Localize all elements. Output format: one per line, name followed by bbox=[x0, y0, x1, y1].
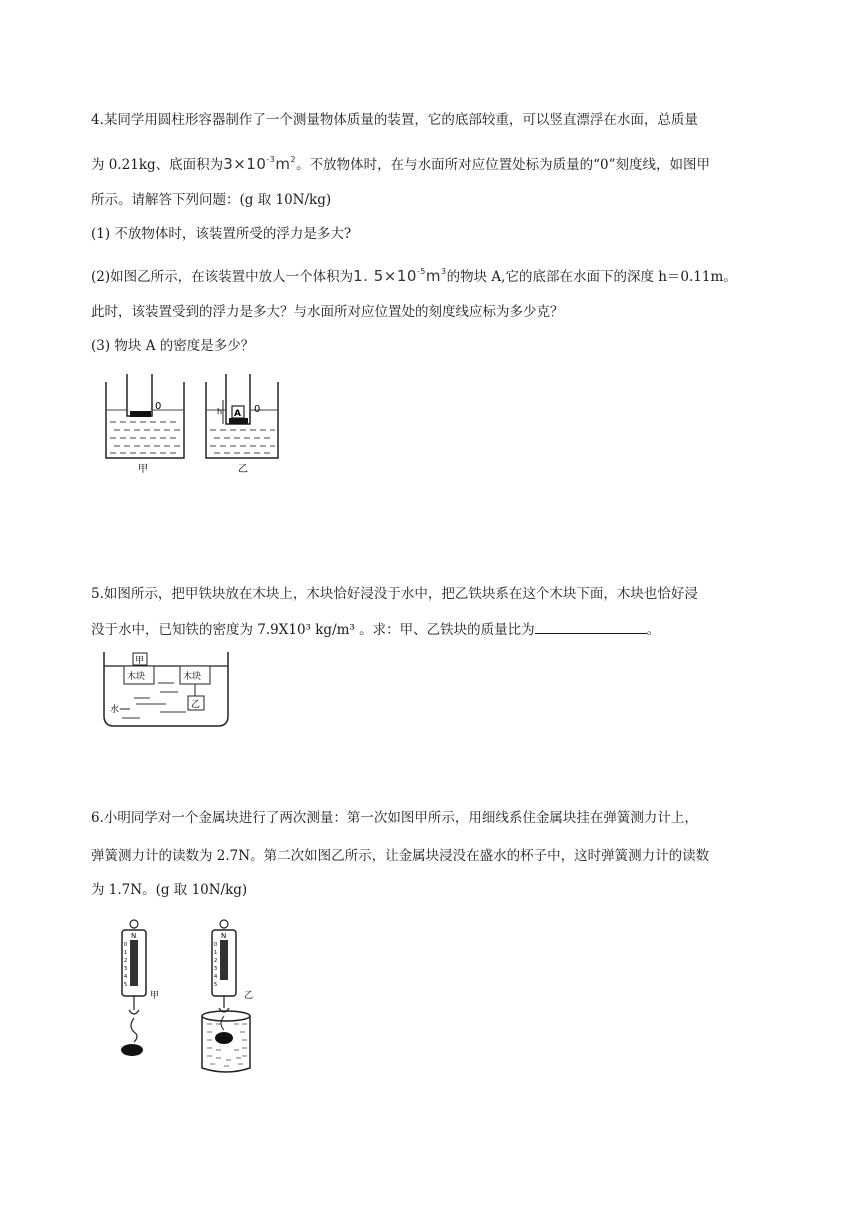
q4-sub-1: (1) 不放物体时，该装置所受的浮力是多大? bbox=[91, 226, 352, 242]
label-water: 水 bbox=[110, 705, 120, 715]
metal-block-jia bbox=[121, 1044, 143, 1056]
formula-base: 3×10 bbox=[223, 155, 267, 173]
block-a-label: A bbox=[234, 409, 241, 419]
q4-sub-2-line-2: 此时，该装置受到的浮力是多大？与水面所对应位置处的刻度线应标为多少克？ bbox=[91, 304, 564, 320]
label-jia: 甲 bbox=[135, 656, 145, 666]
label-wood-left: 木块 bbox=[127, 672, 146, 682]
weight-jia bbox=[130, 411, 151, 417]
n-label-yi: N bbox=[221, 932, 227, 940]
q4-line-2-suffix: 。不放物体时，在与水面所对应位置处标为质量的“0”刻度线，如图甲 bbox=[296, 157, 710, 173]
q4-line-1: 4.某同学用圆柱形容器制作了一个测量物体质量的装置，它的底部较重，可以竖直漂浮在水面，总质量 bbox=[91, 112, 698, 128]
q6-line-3: 为 1.7N。(g 取 10N/kg) bbox=[91, 882, 248, 898]
formula-unit: m bbox=[425, 267, 442, 285]
formula-unit: m bbox=[275, 155, 291, 173]
scale-mark: 3 bbox=[124, 966, 128, 972]
n-label-jia: N bbox=[131, 932, 137, 940]
q4-volume-formula bbox=[353, 267, 446, 285]
q5-line-2-suffix: 。 bbox=[646, 622, 661, 638]
formula-base: 1. 5×10 bbox=[353, 267, 417, 285]
scale-mark: 0 bbox=[214, 942, 218, 948]
scale-mark: 1 bbox=[214, 950, 218, 956]
label-wood-right: 木块 bbox=[183, 672, 202, 682]
scale-mark: 3 bbox=[214, 966, 218, 972]
scale-mark: 5 bbox=[214, 982, 218, 988]
scale-mark: 1 bbox=[124, 950, 128, 956]
scale-mark: 2 bbox=[214, 958, 218, 964]
depth-label: h bbox=[217, 407, 223, 416]
zero-label-yi: 0 bbox=[254, 404, 261, 415]
tank bbox=[104, 652, 228, 726]
q5-line-2-prefix: 没于水中，已知铁的密度为 7.9X10³ kg/m³ 。求：甲、乙铁块的质量比为 bbox=[91, 622, 535, 638]
q4-line-3: 所示。请解答下列问题：(g 取 10N/kg) bbox=[91, 192, 332, 208]
formula-unit-exp: 3 bbox=[441, 267, 447, 276]
q4-area-formula bbox=[223, 155, 296, 173]
formula-unit-exp: 2 bbox=[290, 155, 297, 164]
q4-sub-2-suffix: 的物块 A,它的底部在水面下的深度 h＝0.11m。 bbox=[446, 269, 737, 285]
q4-sub-2-prefix: (2)如图乙所示，在该装置中放人一个体积为 bbox=[91, 269, 354, 285]
metal-block-yi bbox=[215, 1032, 233, 1044]
label-yi: 乙 bbox=[244, 991, 254, 1001]
q5-line-1: 5.如图所示，把甲铁块放在木块上，木块恰好浸没于水中，把乙铁块系在这个木块下面，木块也恰好浸 bbox=[91, 586, 698, 602]
scale-mark: 4 bbox=[214, 974, 218, 980]
label-yi: 乙 bbox=[191, 700, 201, 710]
q4-sub-3: (3) 物块 A 的密度是多少？ bbox=[91, 338, 255, 354]
scale-mark: 2 bbox=[124, 958, 128, 964]
answer-blank[interactable] bbox=[535, 621, 647, 634]
q6-line-1: 6.小明同学对一个金属块进行了两次测量：第一次如图甲所示，用细线系住金属块挂在弹簧测力计上， bbox=[91, 810, 698, 826]
q4-line-2-prefix: 为 0.21kg、底面积为 bbox=[91, 157, 224, 173]
zero-label-jia: 0 bbox=[155, 401, 162, 412]
scale-mark: 0 bbox=[124, 942, 128, 948]
q6-figure bbox=[112, 918, 272, 1080]
label-jia: 甲 bbox=[150, 991, 160, 1001]
q4-figure bbox=[100, 372, 300, 477]
scale-mark: 5 bbox=[124, 982, 128, 988]
formula-exp: -5 bbox=[416, 267, 426, 276]
water-marks bbox=[122, 683, 186, 718]
q5-line-2 bbox=[91, 620, 660, 640]
beaker-water bbox=[207, 1024, 247, 1066]
spring-scale-jia bbox=[122, 920, 146, 1042]
spring-scale-yi bbox=[212, 920, 236, 1012]
scale-mark: 4 bbox=[124, 974, 128, 980]
q6-line-2: 弹簧测力计的读数为 2.7N。第二次如图乙所示，让金属块浸没在盛水的杯子中，这时弹簧测力计的读数 bbox=[91, 848, 710, 864]
q4-line-2 bbox=[91, 150, 710, 175]
formula-exp: -3 bbox=[266, 155, 276, 164]
q4-sub-2 bbox=[91, 262, 737, 287]
label-yi: 乙 bbox=[238, 464, 248, 475]
q5-figure bbox=[100, 646, 240, 732]
label-jia: 甲 bbox=[138, 464, 148, 475]
